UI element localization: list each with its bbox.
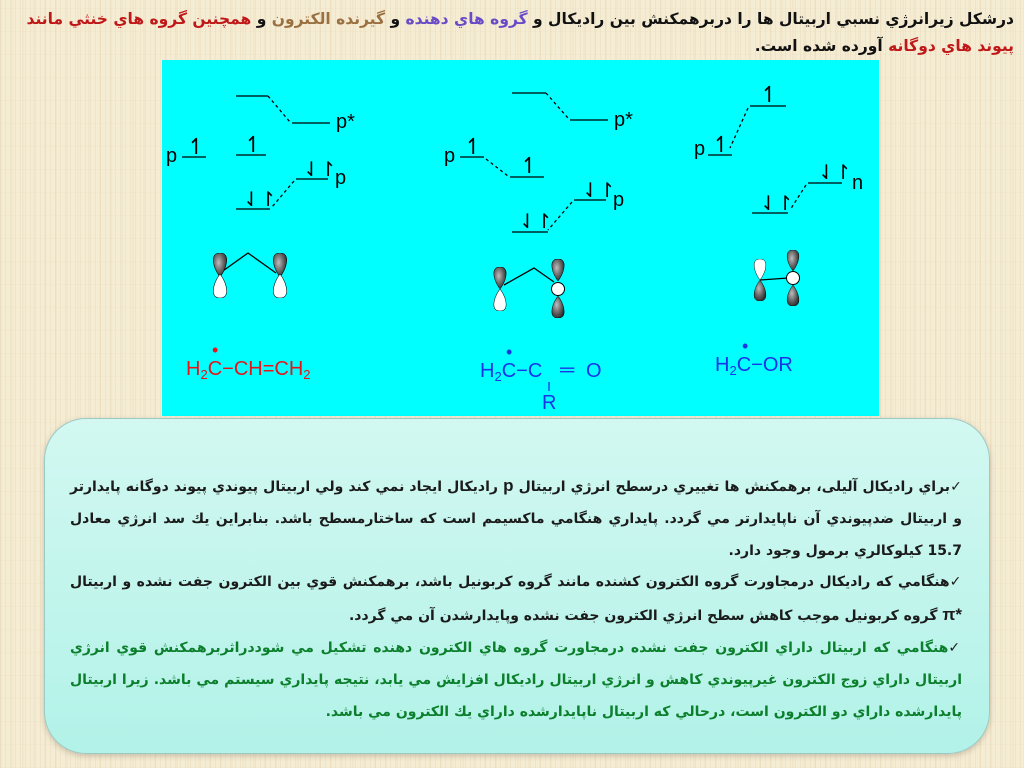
p-orbital-lobe <box>787 250 799 271</box>
label-p: p <box>613 189 625 211</box>
p-orbital-lobe <box>754 280 766 301</box>
p-orbital-lobe <box>273 253 286 277</box>
electron-pair-arrows: ⇃↾ <box>303 159 337 181</box>
orbital-diagram-svg <box>162 60 879 416</box>
formula-o: O <box>586 360 602 382</box>
note3-text: هنگامي كه اربيتال داراي الكترون جفت نشده درمجاورت گروه هاي الكترون دهنده تشكيل مي شوددراثربرهمكنش قوي انرژي اربيتال داراي زوج الكترون غيرپيوندي كاهش و انرژي اربيتال راديكال افزايش مي يابد، نتيجه پايداري سيستم مي باشد. زيرا اربيتال پايدارشده داراي دو الكترون است، درحالي كه اربيتال ناپايدارشده داراي يك الكترون مي باشد. <box>70 639 962 720</box>
orbital-figure <box>162 60 879 416</box>
bond-line <box>220 253 276 273</box>
radical-dot: • <box>212 340 219 360</box>
radical-dot: • <box>506 342 513 362</box>
check-icon: ✓ <box>949 574 962 591</box>
dash-line <box>268 96 290 122</box>
electron-up-arrow: ↿ <box>464 134 483 159</box>
bond-line <box>504 268 554 285</box>
p-orbital-lobe <box>754 259 766 280</box>
label-p: p <box>444 145 456 167</box>
p-orbital-lobe <box>213 253 226 277</box>
label-n: n <box>852 172 864 194</box>
formula-sub: 2 <box>729 363 737 378</box>
formula-carbonyl <box>480 342 602 414</box>
note-donor <box>70 633 962 728</box>
header-outro: آورده شده است. <box>754 37 883 55</box>
header-donor: گروه هاي دهنده <box>405 10 528 28</box>
bond-line <box>760 278 788 280</box>
svg-text:H2C−OR <box>715 354 793 378</box>
note2-pi-symbol: π* <box>942 605 962 625</box>
header-and-2: و <box>256 10 267 28</box>
orbital-node <box>787 272 800 285</box>
svg-text:H2C−CH=CH2 <box>186 358 311 382</box>
note2-text-continued: گروه كربونيل موجب كاهش سطح انرژي الكترون جفت نشده وپايدارشدن آن مي گردد. <box>348 608 938 625</box>
p-orbital-lobe <box>273 274 286 298</box>
header-text <box>8 6 1014 60</box>
note1-text-continued: راديكال ايجاد نمي كند ولي اربيتال پيوندي پيوند دوگانه پايدارتر و اربيتال ضدپيوندي آن ناپايدارتر مي گردد. پايداري هنگامي ماكسيمم است كه ساختارمسطح باشد. بنابراين يك سد انرژي معادل 15.7 كيلوكالري برمول وجود دارد. <box>70 479 962 559</box>
formula-h: H <box>186 358 201 380</box>
header-acceptor: گيرنده الكترون <box>271 10 386 28</box>
orbital-lobes-ether <box>754 250 799 306</box>
formula-r: R <box>542 392 557 414</box>
electron-pair-arrows: ⇃↾ <box>818 162 852 184</box>
formula-rest: −CH=CH <box>222 358 304 380</box>
check-icon: ✓ <box>950 479 963 495</box>
header-intro: درشكل زيرانرژي نسبي اربيتال ها را دربرهمكنش بين راديكال و <box>533 10 1014 28</box>
formula-rest: −OR <box>751 354 793 376</box>
dash-line <box>486 159 508 176</box>
electron-up-arrow: ↿ <box>244 132 263 157</box>
electron-up-arrow: ↿ <box>712 132 731 157</box>
electron-pair-arrows: ⇃↾ <box>760 193 794 215</box>
formula-c: C <box>501 360 517 382</box>
p-orbital-lobe <box>552 259 564 281</box>
p-orbital-lobe <box>494 289 506 311</box>
p-orbital-lobe <box>494 267 506 289</box>
dash-line <box>730 108 748 148</box>
formula-sub: 2 <box>494 369 502 384</box>
label-p: p <box>335 167 347 189</box>
note-allyl <box>70 470 962 567</box>
label-p-star: p* <box>614 109 633 131</box>
formula-sub: 2 <box>200 367 208 382</box>
p-orbital-lobe <box>787 285 799 306</box>
electron-up-arrow: ↿ <box>520 153 539 178</box>
note1-p-symbol: p <box>503 476 514 495</box>
electron-pair-arrows: ⇃↾ <box>582 180 616 202</box>
electron-up-arrow: ↿ <box>760 82 779 107</box>
orbital-lobes-allyl <box>213 253 286 298</box>
orbital-lobes-carbonyl <box>494 259 565 318</box>
formula-c: C <box>207 358 223 380</box>
formula-mid: −C <box>516 360 543 382</box>
notes-text <box>70 470 962 728</box>
formula-ether <box>715 336 793 378</box>
dash-line <box>546 93 568 118</box>
note2-text: هنگامي كه راديكال درمجاورت گروه الكترون كشنده مانند گروه كربونيل باشد، برهمكنش قوي بين الكترون جفت نشده و اربيتال <box>70 574 950 591</box>
electron-pair-arrows: ⇃↾ <box>519 211 553 233</box>
formula-h: H <box>480 360 495 382</box>
electron-up-arrow: ↿ <box>187 134 206 159</box>
label-p: p <box>166 145 178 167</box>
formula-double-bond: ═ <box>560 359 575 381</box>
formula-c: C <box>736 354 752 376</box>
svg-text:H2C−C <box>480 360 542 384</box>
check-icon: ✓ <box>948 639 963 656</box>
formula-h: H <box>715 354 730 376</box>
formula-allyl <box>186 340 311 382</box>
electron-pair-arrows: ⇃↾ <box>243 189 277 211</box>
p-orbital-lobe <box>552 296 564 318</box>
header-and-1: و <box>390 10 401 28</box>
orbital-node <box>552 283 565 296</box>
formula-sub: 2 <box>303 367 311 382</box>
label-p: p <box>694 138 706 160</box>
radical-dot: • <box>742 336 749 356</box>
note1-text: براي راديكال آليلی، برهمكنش ها تغييري درسطح انرژي اربيتال <box>518 479 951 495</box>
p-orbital-lobe <box>213 274 226 298</box>
label-p-star: p* <box>336 111 355 133</box>
header-neutral: همچنين گروه هاي خنثي مانند پيوند هاي دوگانه <box>26 10 1014 55</box>
note-carbonyl <box>70 567 962 633</box>
